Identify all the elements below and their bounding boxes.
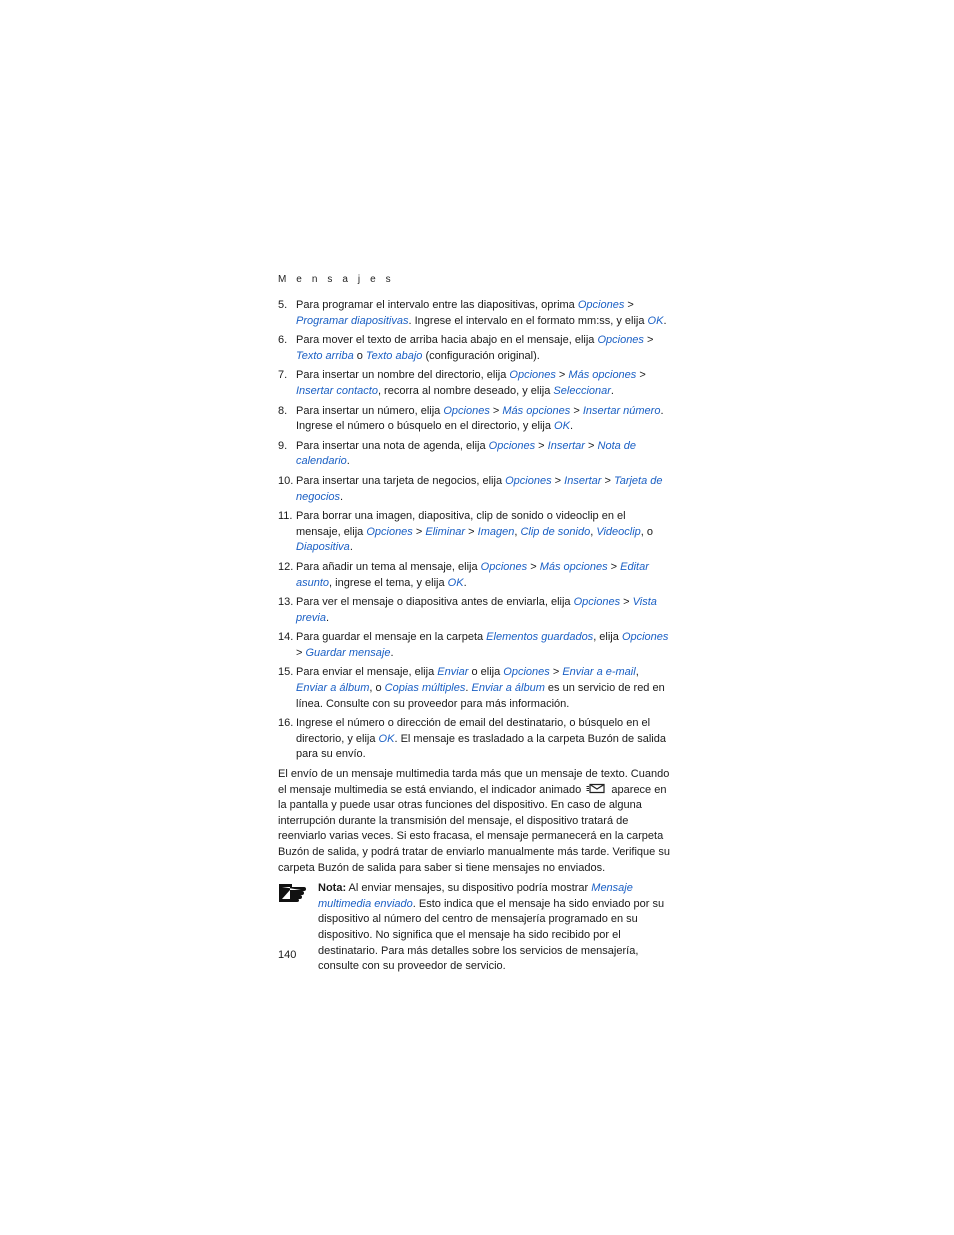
- step-text: .: [663, 314, 667, 327]
- step-text: Para insertar un número, elija: [296, 404, 444, 417]
- steps-list: [278, 298, 670, 763]
- menu-path-text: Insertar contacto: [296, 384, 378, 397]
- step-item: [278, 474, 670, 505]
- step-text: Para borrar una imagen, diapositiva, clip de sonido o videoclip en el mensaje, elija: [296, 510, 626, 538]
- menu-path-text: Opciones: [366, 525, 413, 538]
- step-number: 12.: [278, 560, 294, 573]
- menu-path-text: Enviar a álbum: [296, 682, 370, 695]
- step-item: [278, 333, 670, 364]
- step-text: Para guardar el mensaje en la carpeta: [296, 631, 487, 644]
- step-number: 14.: [278, 631, 294, 644]
- step-text: .: [610, 384, 614, 397]
- step-text: Para programar el intervalo entre las diapositivas, oprima: [296, 299, 578, 311]
- menu-path-text: Enviar: [437, 666, 469, 679]
- step-item: [278, 368, 670, 399]
- menu-path-text: Editar asunto: [296, 560, 649, 589]
- menu-path-text: Guardar mensaje: [305, 646, 391, 659]
- step-text: >: [601, 474, 614, 487]
- step-number: 8.: [278, 404, 288, 417]
- menu-path-text: Enviar a e-mail: [562, 666, 636, 679]
- menu-path-text: Opciones: [621, 631, 669, 644]
- step-text: .: [465, 682, 472, 695]
- step-text: Para mover el texto de arriba hacia abajo en el mensaje, elija: [296, 334, 598, 347]
- menu-path-text: Opciones: [488, 439, 536, 452]
- step-text: >: [551, 474, 565, 487]
- step-text: .: [569, 420, 574, 433]
- note-hand-icon: [278, 882, 306, 902]
- menu-path-text: Clip de sonido: [520, 525, 591, 538]
- step-item: [278, 439, 670, 470]
- menu-path-text: Más opciones: [502, 404, 571, 417]
- sending-envelope-icon: [586, 783, 606, 794]
- menu-path-text: Vista previa: [296, 596, 657, 624]
- step-text: , elija: [593, 631, 622, 644]
- note-text-2: . Esto indica que el mensaje ha sido enviado por su dispositivo al número del centro de mensajería programado en su dispositivo. No significa que el mensaje ha sido recibido por el destinatario. Para más detalles sobre los servicios de mensajería, consulte con su proveedor de servicio.: [318, 897, 665, 973]
- mms-paragraph: [278, 767, 670, 876]
- step-text: o elija: [468, 666, 504, 679]
- note-text-1: Al enviar mensajes, su dispositivo podría mostrar: [346, 882, 592, 895]
- step-text: Para insertar una tarjeta de negocios, elija: [296, 474, 506, 487]
- section-header: M e n s a j e s: [278, 274, 395, 285]
- menu-path-text: Elementos guardados: [486, 631, 594, 644]
- step-number: 9.: [278, 439, 288, 452]
- step-item: [278, 560, 670, 591]
- note-label: Nota:: [318, 882, 347, 895]
- step-text: >: [535, 439, 548, 452]
- step-text: o: [353, 349, 366, 362]
- step-text: >: [570, 404, 583, 417]
- step-item: [278, 716, 670, 763]
- step-number: 10.: [278, 474, 294, 487]
- menu-path-text: OK: [378, 732, 395, 745]
- note-text: [318, 881, 670, 975]
- step-text: (configuración original).: [422, 349, 540, 362]
- step-number: 16.: [278, 717, 294, 730]
- step-text: Para insertar un nombre del directorio, elija: [296, 369, 510, 382]
- step-text: >: [620, 596, 633, 609]
- paragraph-text-before: El envío de un mensaje multimedia tarda más que un mensaje de texto. Cuando el mensaje multimedia se está enviando, el indicador animado: [278, 768, 670, 796]
- step-text: Para ver el mensaje o diapositiva antes de enviarla, elija: [296, 596, 574, 609]
- step-text: >: [412, 525, 426, 538]
- step-text: ,: [635, 666, 639, 679]
- step-text: , o: [640, 525, 653, 538]
- step-text: >: [555, 369, 569, 382]
- page-number: 140: [278, 949, 297, 961]
- page-content: [278, 298, 670, 975]
- menu-path-text: Videoclip: [596, 525, 641, 538]
- step-item: [278, 509, 670, 556]
- menu-path-text: Opciones: [597, 334, 644, 347]
- menu-path-text: Tarjeta de negocios: [296, 474, 663, 503]
- step-text: >: [527, 560, 540, 573]
- menu-path-text: Más opciones: [539, 560, 608, 573]
- step-text: >: [636, 369, 646, 382]
- menu-path-text: Opciones: [509, 369, 556, 382]
- menu-path-text: Diapositiva: [296, 541, 350, 554]
- menu-path-text: Eliminar: [425, 525, 466, 538]
- menu-path-text: Opciones: [480, 560, 528, 573]
- step-text: Para enviar el mensaje, elija: [296, 666, 438, 679]
- step-text: >: [584, 439, 598, 452]
- step-number: 11.: [278, 510, 293, 523]
- menu-path-text: Seleccionar: [553, 384, 611, 397]
- step-item: [278, 665, 670, 712]
- menu-path-text: Enviar a álbum: [471, 682, 545, 695]
- note-block: [278, 881, 670, 975]
- paragraph-text-after: aparece en la pantalla y puede usar otras funciones del dispositivo. En caso de alguna interrupción durante la transmisión del mensaje, el dispositivo tratará de reenviarlo varias veces. Si esto fracasa, el mensaje permanecerá en la carpeta Buzón de salida, y podrá tratar de enviarlo manualmente más tarde. Verifique su carpeta Buzón de salida para saber si tiene mensajes no enviados.: [278, 783, 670, 874]
- step-text: , o: [369, 682, 385, 695]
- menu-path-text: Opciones: [577, 299, 625, 311]
- step-text: . El mensaje es trasladado a la carpeta Buzón de salida para su envío.: [296, 732, 666, 761]
- step-text: >: [489, 404, 503, 417]
- step-text: >: [607, 560, 621, 573]
- menu-path-text: Más opciones: [568, 369, 637, 382]
- step-number: 6.: [278, 334, 288, 347]
- menu-path-text: Insertar: [547, 439, 585, 452]
- menu-path-text: Opciones: [443, 404, 490, 417]
- menu-path-text: Opciones: [505, 474, 552, 487]
- step-text: >: [296, 646, 306, 659]
- step-item: [278, 404, 670, 435]
- step-text: ,: [590, 525, 597, 538]
- menu-path-text: Opciones: [573, 596, 621, 609]
- menu-path-text: Imagen: [477, 525, 515, 538]
- step-item: [278, 298, 670, 329]
- step-text: . Ingrese el intervalo en el formato mm:ss, y elija: [408, 314, 648, 327]
- step-text: Para añadir un tema al mensaje, elija: [296, 560, 481, 573]
- step-text: .: [346, 455, 350, 468]
- step-number: 13.: [278, 596, 294, 609]
- menu-path-text: Nota de calendario: [296, 439, 637, 468]
- step-text: >: [465, 525, 478, 538]
- menu-path-text: Texto abajo: [365, 349, 423, 362]
- menu-path-text: Copias múltiples: [384, 682, 466, 695]
- menu-path-text: OK: [447, 576, 464, 589]
- step-item: [278, 595, 670, 626]
- step-text: es un servicio de red en línea. Consulte con su proveedor para más información.: [296, 682, 665, 710]
- step-text: .: [463, 576, 467, 589]
- step-text: .: [325, 611, 330, 624]
- menu-path-text: OK: [647, 314, 664, 327]
- step-text: . Ingrese el número o búsquelo en el directorio, y elija: [296, 404, 664, 433]
- note-ui-text: Mensaje multimedia enviado: [318, 882, 633, 910]
- step-text: .: [340, 490, 344, 503]
- menu-path-text: Insertar número: [582, 404, 661, 417]
- menu-path-text: Programar diapositivas: [296, 314, 409, 327]
- step-number: 5.: [278, 299, 288, 311]
- menu-path-text: OK: [554, 420, 570, 433]
- step-text: >: [549, 666, 563, 679]
- step-number: 15.: [278, 666, 294, 679]
- menu-path-text: Insertar: [564, 474, 602, 487]
- step-text: Ingrese el número o dirección de email del destinatario, o búsquelo en el directorio, y elija: [296, 717, 651, 745]
- step-text: >: [643, 334, 654, 347]
- step-item: [278, 630, 670, 661]
- step-text: , recorra al nombre deseado, y elija: [377, 384, 554, 397]
- step-number: 7.: [278, 369, 288, 382]
- step-text: ,: [514, 525, 521, 538]
- menu-path-text: Texto arriba: [296, 349, 354, 362]
- menu-path-text: Opciones: [503, 666, 550, 679]
- step-text: >: [624, 299, 634, 311]
- step-text: .: [390, 646, 394, 659]
- step-text: .: [349, 541, 353, 554]
- step-text: Para insertar una nota de agenda, elija: [296, 439, 489, 452]
- step-text: , ingrese el tema, y elija: [329, 576, 448, 589]
